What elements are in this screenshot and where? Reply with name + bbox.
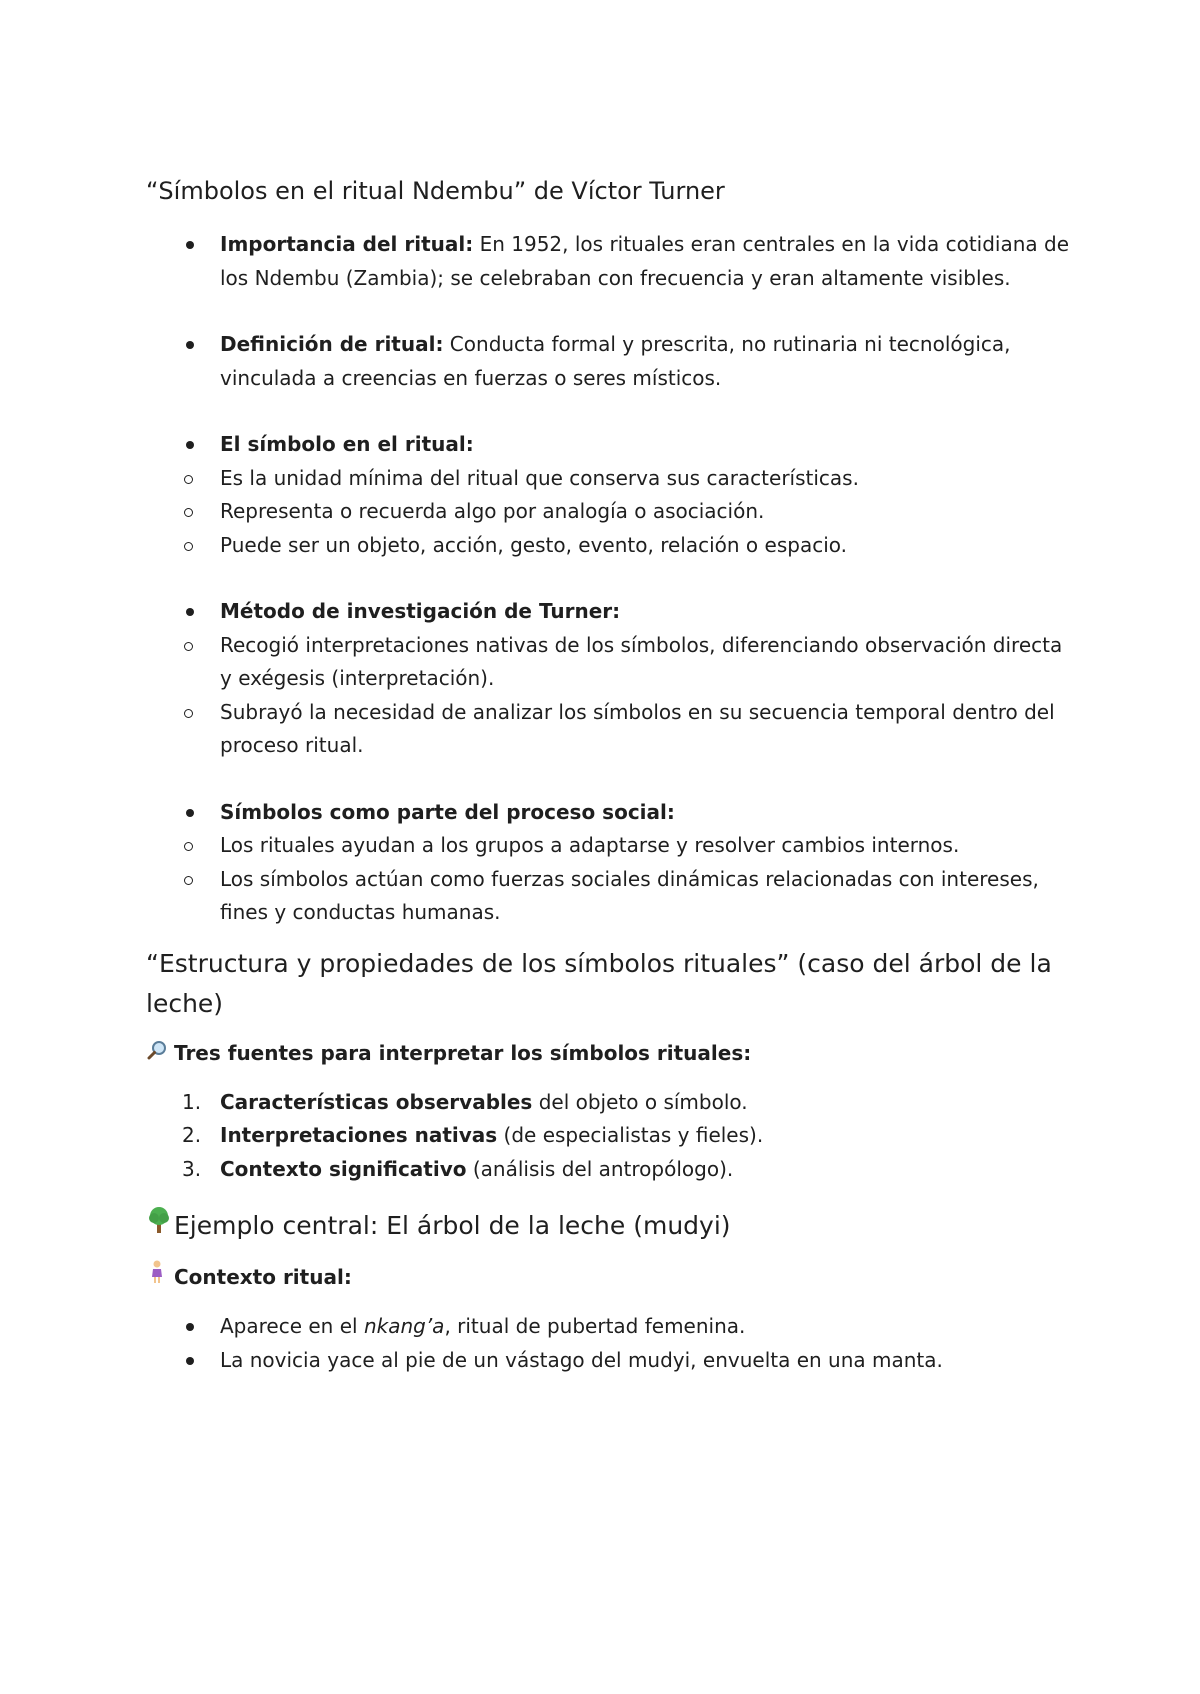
item-text: Conducta formal y prescrita, no rutinaria ni tecnológica, vinculada a creencias en fuerzas o seres místicos. [220, 332, 1011, 390]
tree-icon [146, 1206, 168, 1246]
list-item [146, 328, 1076, 395]
sub-list-item: Representa o recuerda algo por analogía o asociación. [146, 495, 1076, 529]
section-title [146, 1206, 1076, 1246]
topic-list [146, 228, 1076, 930]
list-item [146, 228, 1076, 295]
document-title: “Símbolos en el ritual Ndembu” de Víctor Turner [146, 177, 725, 205]
item-text: En 1952, los rituales eran centrales en la vida cotidiana de los Ndembu (Zambia); se celebraban con frecuencia y eran altamente visibles. [220, 232, 1070, 290]
item-label: Interpretaciones nativas [220, 1123, 498, 1147]
sub-list-item: Recogió interpretaciones nativas de los símbolos, diferenciando observación directa y exégesis (interpretación). [146, 629, 1076, 696]
woman-icon [146, 1260, 168, 1292]
sub-list-item: Los símbolos actúan como fuerzas sociales dinámicas relacionadas con intereses, fines y conductas humanas. [146, 863, 1076, 930]
sources-heading-text: Tres fuentes para interpretar los símbolos rituales: [174, 1040, 752, 1065]
section-title: “Estructura y propiedades de los símbolos rituales” (caso del árbol de la leche) [146, 948, 1052, 1018]
item-text: , ritual de pubertad femenina. [444, 1314, 746, 1338]
sources-list [146, 1086, 1076, 1187]
item-label: Características observables [220, 1089, 533, 1114]
context-list [146, 1310, 1076, 1377]
list-item [146, 1086, 1076, 1120]
item-text: La novicia yace al pie de un vástago del mudyi, envuelta en una manta. [220, 1347, 943, 1372]
list-number: 2. [182, 1123, 202, 1147]
item-text: (análisis del antropólogo). [466, 1156, 734, 1181]
list-item [146, 1119, 1076, 1153]
item-emphasis: nkang’a [363, 1314, 445, 1338]
item-label: Importancia del ritual: [220, 232, 474, 256]
item-label: Símbolos como parte del proceso social: [220, 799, 675, 824]
list-item [146, 796, 1076, 930]
list-item [146, 1310, 1076, 1344]
document-page [146, 172, 1076, 1377]
list-item [146, 595, 1076, 763]
item-text: (de especialistas y fieles). [497, 1123, 764, 1147]
sub-list-item: Subrayó la necesidad de analizar los símbolos en su secuencia temporal dentro del proceso ritual. [146, 696, 1076, 763]
list-number: 1. [182, 1089, 202, 1114]
sub-list [146, 462, 1076, 563]
sub-list-item: Los rituales ayudan a los grupos a adaptarse y resolver cambios internos. [146, 829, 1076, 863]
item-text: Aparece en el [220, 1314, 364, 1338]
magnifier-icon [146, 1038, 168, 1068]
item-label: Definición de ritual: [220, 332, 444, 356]
sub-list [146, 629, 1076, 763]
sub-list-item: Es la unidad mínima del ritual que conserva sus características. [146, 462, 1076, 496]
sources-heading [146, 1038, 1076, 1068]
item-label: Método de investigación de Turner: [220, 599, 621, 623]
sub-list [146, 829, 1076, 930]
list-number: 3. [182, 1156, 202, 1181]
item-label: El símbolo en el ritual: [220, 432, 474, 456]
list-item [146, 1344, 1076, 1378]
context-heading [146, 1260, 1076, 1292]
item-label: Contexto significativo [220, 1156, 467, 1181]
list-item [146, 428, 1076, 562]
context-heading-text: Contexto ritual: [174, 1265, 352, 1289]
section-title-text: Ejemplo central: El árbol de la leche (mudyi) [174, 1211, 731, 1240]
sub-list-item: Puede ser un objeto, acción, gesto, evento, relación o espacio. [146, 529, 1076, 563]
list-item [146, 1153, 1076, 1187]
item-text: del objeto o símbolo. [532, 1089, 748, 1114]
